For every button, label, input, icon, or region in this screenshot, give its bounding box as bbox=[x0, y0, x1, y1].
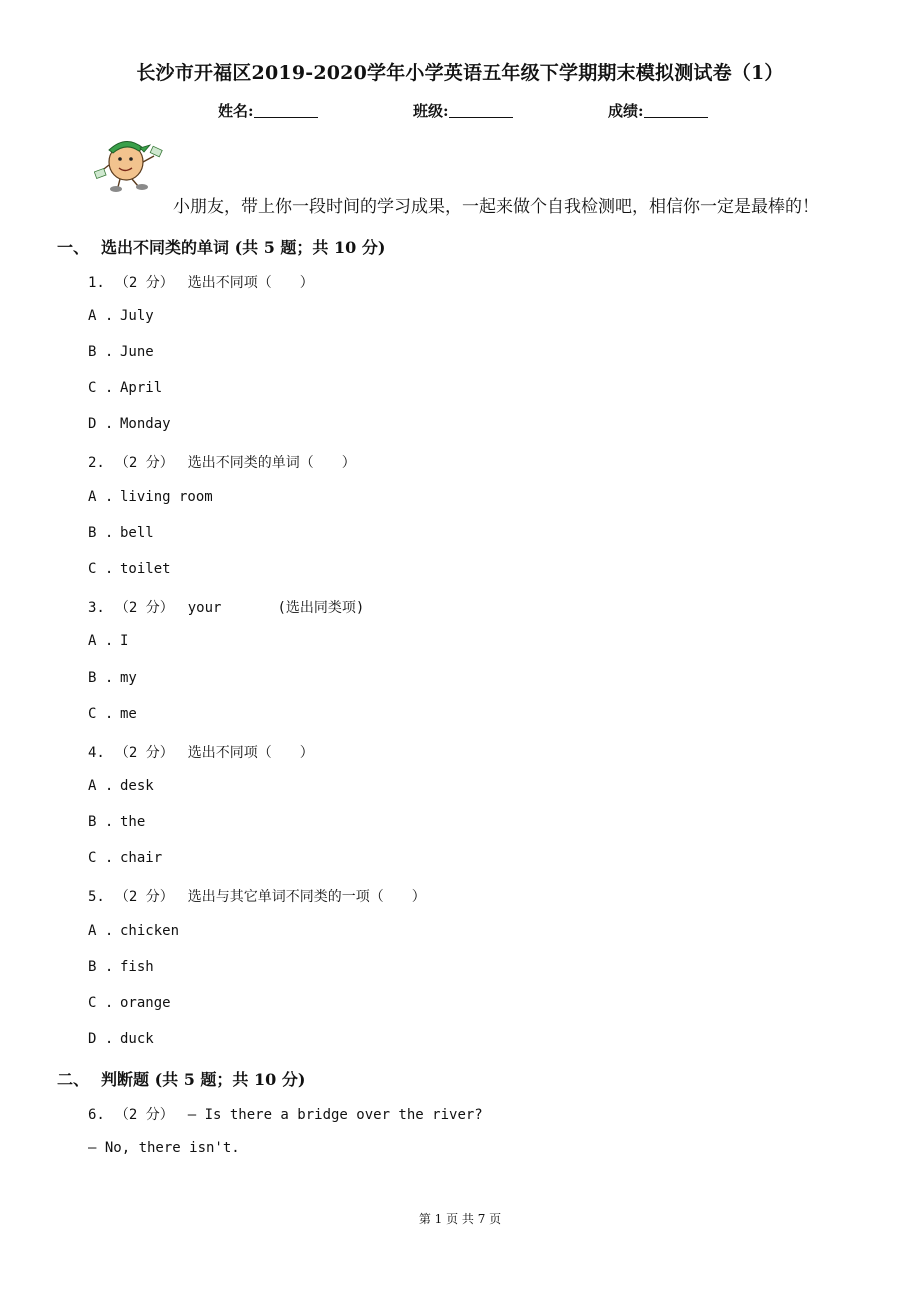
option-item[interactable]: C . toilet bbox=[88, 561, 171, 577]
option-item[interactable]: B . my bbox=[88, 670, 137, 686]
score-blank[interactable] bbox=[644, 103, 708, 118]
mascot-icon bbox=[94, 132, 168, 196]
question-stem: 2. （2 分） 选出不同类的单词（ ） bbox=[88, 455, 356, 471]
option-item[interactable]: C . chair bbox=[88, 850, 163, 866]
option-item[interactable]: B . the bbox=[88, 814, 146, 830]
question-stem: 1. （2 分） 选出不同项（ ） bbox=[88, 275, 314, 291]
option-item[interactable]: C . April bbox=[88, 380, 163, 396]
section-heading: 二、 判断题 (共 5 题；共 10 分) bbox=[57, 1070, 306, 1089]
option-item[interactable]: A . I bbox=[88, 633, 129, 649]
name-blank[interactable] bbox=[254, 103, 318, 118]
option-item[interactable]: A . chicken bbox=[88, 923, 180, 939]
class-blank[interactable] bbox=[449, 103, 513, 118]
page-footer: 第 1 页 共 7 页 bbox=[418, 1212, 502, 1226]
option-item[interactable]: A . living room bbox=[88, 489, 213, 505]
dialogue-answer: — No, there isn't. bbox=[88, 1140, 240, 1156]
score-label: 成绩: bbox=[608, 102, 644, 120]
option-item[interactable]: D . Monday bbox=[88, 416, 171, 432]
option-item[interactable]: C . orange bbox=[88, 995, 171, 1011]
question-stem: 4. （2 分） 选出不同项（ ） bbox=[88, 745, 314, 761]
intro-text: 小朋友，带上你一段时间的学习成果，一起来做个自我检测吧，相信你一定是最棒的！ bbox=[173, 197, 819, 217]
class-field bbox=[413, 100, 513, 121]
option-item[interactable]: B . fish bbox=[88, 959, 154, 975]
name-label: 姓名: bbox=[218, 102, 254, 120]
name-field bbox=[218, 100, 318, 121]
section-heading: 一、 选出不同类的单词 (共 5 题；共 10 分) bbox=[57, 238, 386, 257]
question-stem: 5. （2 分） 选出与其它单词不同类的一项（ ） bbox=[88, 889, 426, 905]
option-item[interactable]: D . duck bbox=[88, 1031, 154, 1047]
class-label: 班级: bbox=[413, 102, 449, 120]
question-stem: 3. （2 分） your (选出同类项) bbox=[88, 600, 365, 616]
question-stem: 6. （2 分） — Is there a bridge over the river? bbox=[88, 1107, 483, 1123]
option-item[interactable]: B . June bbox=[88, 344, 154, 360]
score-field bbox=[608, 100, 708, 121]
option-item[interactable]: A . July bbox=[88, 308, 154, 324]
page-title: 长沙市开福区2019-2020学年小学英语五年级下学期期末模拟测试卷（1） bbox=[136, 62, 784, 84]
option-item[interactable]: A . desk bbox=[88, 778, 154, 794]
option-item[interactable]: B . bell bbox=[88, 525, 154, 541]
option-item[interactable]: C . me bbox=[88, 706, 137, 722]
